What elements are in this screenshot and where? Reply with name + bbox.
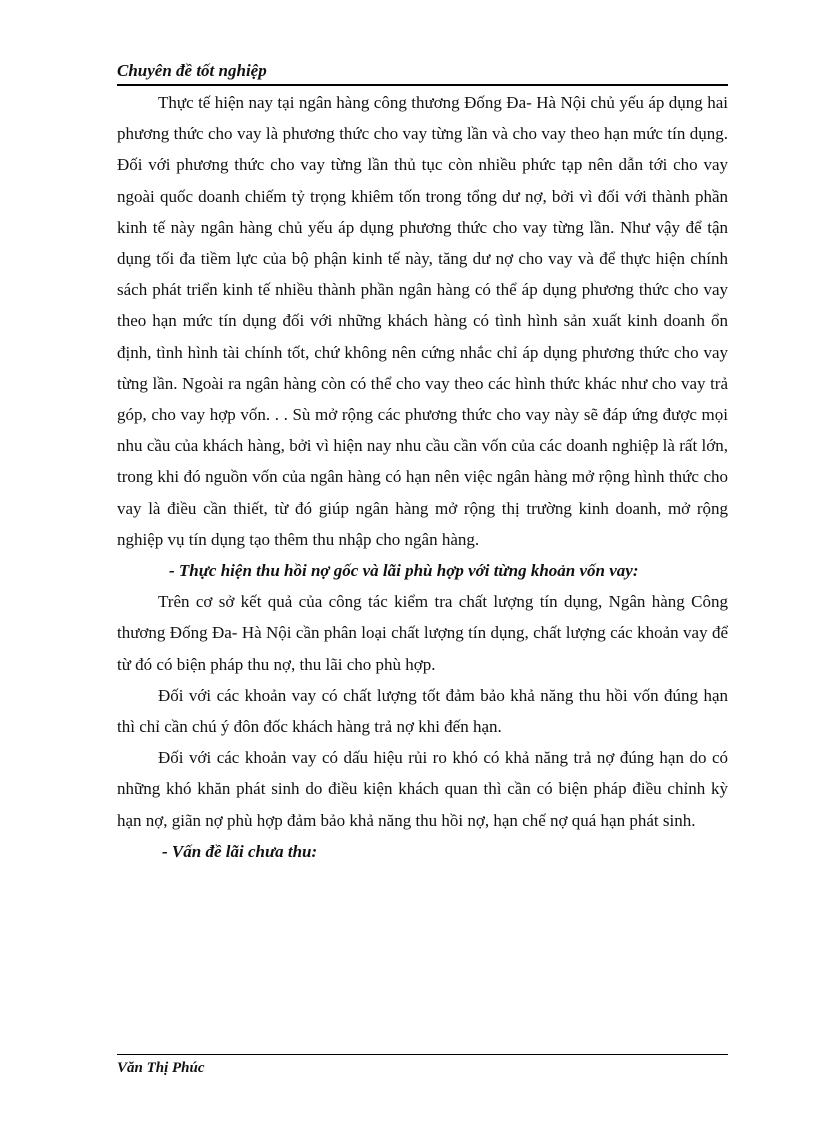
header-divider	[117, 84, 728, 86]
page-header-title: Chuyên đề tốt nghiệp	[117, 61, 267, 80]
paragraph-lending-methods: Thực tế hiện nay tại ngân hàng công thương Đống Đa- Hà Nội chủ yếu áp dụng hai phương thức cho vay là phương thức cho vay từng lần và cho vay theo hạn mức tín dụng. Đối với phương thức cho vay từng lần thủ tục còn nhiều phức tạp nên dẫn tới cho vay ngoài quốc doanh chiếm tỷ trọng khiêm tốn trong tổng dư nợ, bởi vì đối với thành phần kinh tế này ngân hàng chủ yếu áp dụng phương thức cho vay từng lần. Như vậy để tận dụng tối đa tiềm lực của bộ phận kinh tế này, tăng dư nợ cho vay và để thực hiện chính sách phát triển kinh tế nhiều thành phần ngân hàng có thể áp dụng phương thức cho vay theo hạn mức tín dụng đối với những khách hàng có tình hình sản xuất kinh doanh ổn định, tình hình tài chính tốt, chứ không nên cứng nhắc chỉ áp dụng phương thức cho vay từng lần. Ngoài ra ngân hàng còn có thể cho vay theo các hình thức khác như cho vay trả góp, cho vay hợp vốn. . . Sù mở rộng các phương thức cho vay này sẽ đáp ứng được mọi nhu cầu của khách hàng, bởi vì hiện nay nhu cầu cần vốn của các doanh nghiệp là rất lớn, trong khi đó nguồn vốn của ngân hàng có hạn nên việc ngân hàng mở rộng hình thức cho vay là điều cần thiết, từ đó giúp ngân hàng mở rộng thị trường kinh doanh, mở rộng nghiệp vụ tín dụng tạo thêm thu nhập cho ngân hàng.	[117, 93, 728, 549]
paragraph-credit-classification: Trên cơ sở kết quả của công tác kiểm tra chất lượng tín dụng, Ngân hàng Công thương Đống Đa- Hà Nội cần phân loại chất lượng tín dụng, chất lượng các khoản vay để từ đó có biện pháp thu nợ, thu lãi cho phù hợp.	[117, 592, 728, 674]
page-footer-author: Văn Thị Phúc	[117, 1060, 205, 1076]
footer-divider	[117, 1054, 728, 1055]
document-body	[117, 87, 728, 867]
section-heading-debt-recovery: - Thực hiện thu hồi nợ gốc và lãi phù hợp với từng khoản vốn vay:	[169, 561, 639, 581]
paragraph-risky-loans: Đối với các khoản vay có dấu hiệu rủi ro khó có khả năng trả nợ đúng hạn do có những khó khăn phát sinh do điều kiện khách quan thì cần có biện pháp điều chỉnh kỳ hạn nợ, giãn nợ phù hợp đảm bảo khả năng thu hồi nợ, hạn chế nợ quá hạn phát sinh.	[117, 748, 728, 830]
section-heading-unpaid-interest: - Vấn đề lãi chưa thu:	[162, 841, 318, 861]
paragraph-good-loans: Đối với các khoản vay có chất lượng tốt đảm bảo khả năng thu hồi vốn đúng hạn thì chỉ cần chú ý đôn đốc khách hàng trả nợ khi đến hạn.	[117, 685, 728, 737]
